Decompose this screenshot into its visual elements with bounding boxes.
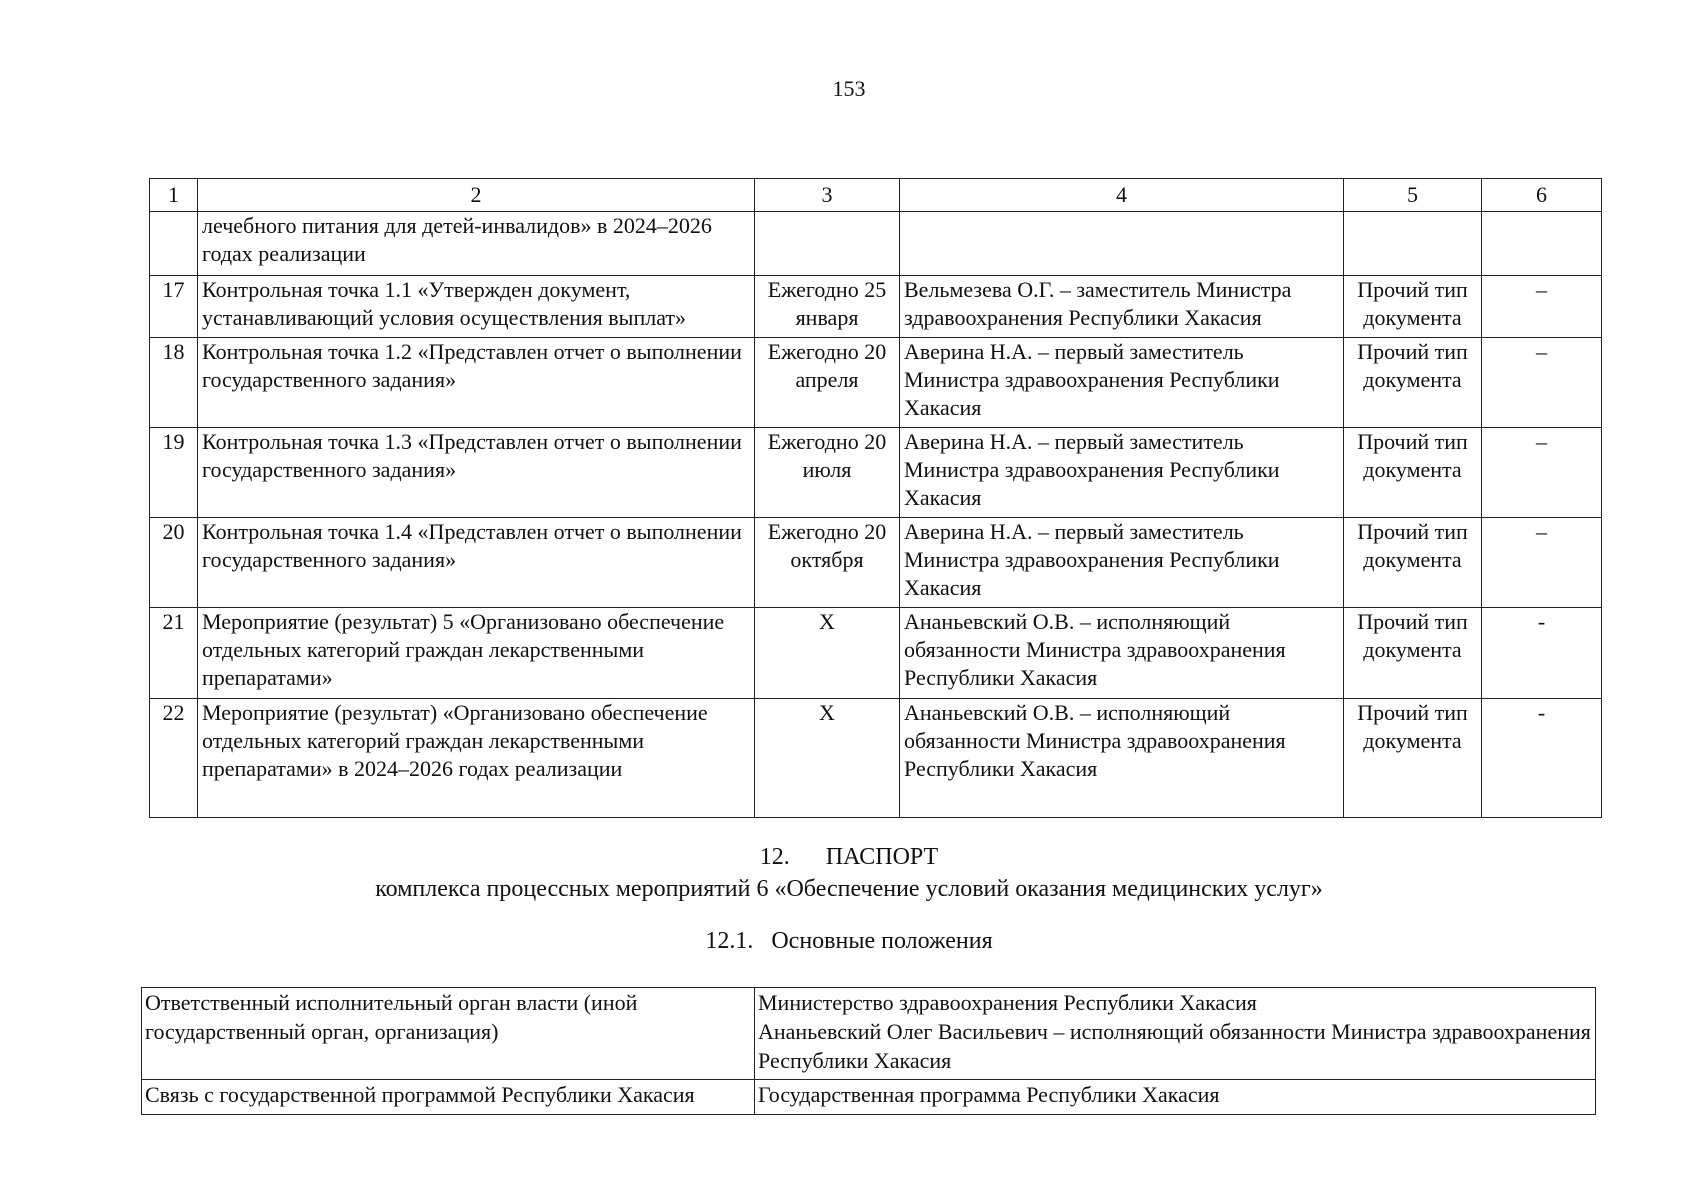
row-doc-type [1344,212,1482,276]
page-number: 153 [832,76,866,101]
row-date: X [755,608,900,699]
table-header-row [150,179,1602,212]
table-row [150,428,1602,518]
section-subtitle: комплекса процессных мероприятий 6 «Обеспечение условий оказания медицинских услуг» [375,876,1323,902]
subsection-title: Основные положения [771,928,993,954]
row-number: 18 [150,338,198,428]
row-doc-type: Прочий тип документа [1344,338,1482,428]
table-row [150,338,1602,428]
table-row [150,518,1602,608]
table-row [150,276,1602,338]
passport-value-line: Министерство здравоохранения Республики Хакасия [758,990,1257,1015]
passport-row [142,1080,1596,1115]
row-name: Контрольная точка 1.2 «Представлен отчет о выполнении государственного задания» [198,338,755,428]
row-doc-type: Прочий тип документа [1344,428,1482,518]
row-name: Контрольная точка 1.3 «Представлен отчет о выполнении государственного задания» [198,428,755,518]
row-date: Ежегодно 20 апреля [755,338,900,428]
passport-row [142,988,1596,1080]
row-date: Ежегодно 20 июля [755,428,900,518]
row-number: 19 [150,428,198,518]
header-cell: 3 [755,179,900,212]
header-cell: 6 [1482,179,1602,212]
subsection-heading [0,928,1698,955]
row-responsible: Аверина Н.А. – первый заместитель Министра здравоохранения Республики Хакасия [900,428,1344,518]
row-number: 17 [150,276,198,338]
row-doc-type: Прочий тип документа [1344,699,1482,818]
row-responsible [900,212,1344,276]
row-date: Ежегодно 25 января [755,276,900,338]
passport-label: Ответственный исполнительный орган власти (иной государственный орган, организация) [142,988,755,1080]
row-number [150,212,198,276]
row-date: Ежегодно 20 октября [755,518,900,608]
subsection-number: 12.1. [705,928,754,954]
row-date [755,212,900,276]
row-col6: – [1482,276,1602,338]
row-col6: - [1482,608,1602,699]
passport-value-line: Ананьевский Олег Васильевич – исполняющий обязанности Министра здравоохранения Республики Хакасия [758,1019,1591,1073]
row-number: 20 [150,518,198,608]
row-col6: – [1482,338,1602,428]
passport-value [755,988,1596,1080]
row-responsible: Ананьевский О.В. – исполняющий обязанности Министра здравоохранения Республики Хакасия [900,699,1344,818]
section-title: ПАСПОРТ [825,844,939,870]
table-row [150,699,1602,818]
table-row [150,608,1602,699]
table-row [150,212,1602,276]
row-name: Мероприятие (результат) 5 «Организовано обеспечение отдельных категорий граждан лекарственными препаратами» [198,608,755,699]
passport-value-line: Государственная программа Республики Хакасия [758,1082,1220,1107]
row-responsible: Ананьевский О.В. – исполняющий обязанности Министра здравоохранения Республики Хакасия [900,608,1344,699]
row-responsible: Аверина Н.А. – первый заместитель Министра здравоохранения Республики Хакасия [900,518,1344,608]
header-cell: 1 [150,179,198,212]
header-cell: 2 [198,179,755,212]
row-col6: – [1482,428,1602,518]
row-col6 [1482,212,1602,276]
row-doc-type: Прочий тип документа [1344,608,1482,699]
section-heading [0,844,1698,871]
row-name: Мероприятие (результат) «Организовано обеспечение отдельных категорий граждан лекарственными препаратами» в 2024–2026 годах реализации [198,699,755,818]
header-cell: 4 [900,179,1344,212]
row-number: 21 [150,608,198,699]
row-responsible: Аверина Н.А. – первый заместитель Министра здравоохранения Республики Хакасия [900,338,1344,428]
row-doc-type: Прочий тип документа [1344,276,1482,338]
row-name: Контрольная точка 1.1 «Утвержден документ, устанавливающий условия осуществления выплат» [198,276,755,338]
milestones-table [149,178,1602,818]
row-name: лечебного питания для детей-инвалидов» в 2024–2026 годах реализации [198,212,755,276]
row-date: X [755,699,900,818]
row-responsible: Вельмезева О.Г. – заместитель Министра здравоохранения Республики Хакасия [900,276,1344,338]
row-col6: – [1482,518,1602,608]
header-cell: 5 [1344,179,1482,212]
passport-label: Связь с государственной программой Республики Хакасия [142,1080,755,1115]
row-name: Контрольная точка 1.4 «Представлен отчет о выполнении государственного задания» [198,518,755,608]
passport-table [141,987,1596,1115]
row-doc-type: Прочий тип документа [1344,518,1482,608]
row-col6: - [1482,699,1602,818]
section-number: 12. [759,844,790,870]
passport-value [755,1080,1596,1115]
row-number: 22 [150,699,198,818]
